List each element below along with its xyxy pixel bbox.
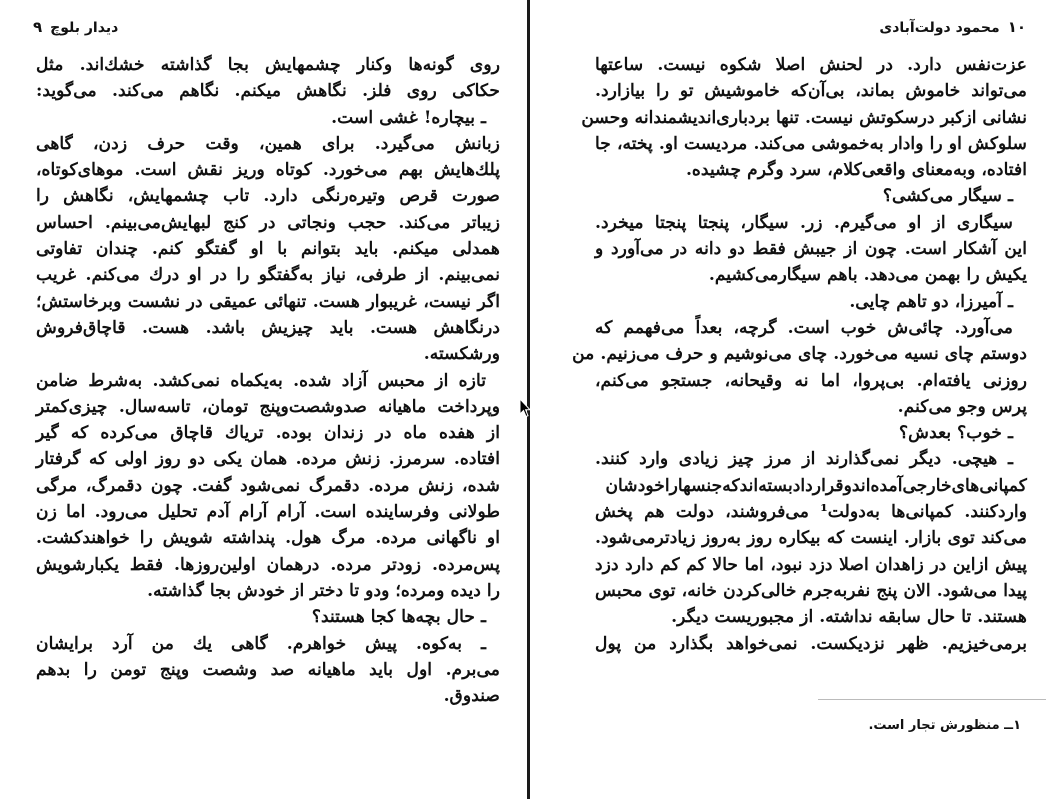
text-line: پرس وجو می‌کنم. — [897, 396, 1027, 417]
text-line: شده، زنش مرده. دقمرگ نمی‌شود گفت. چون دقمرگ، مرگی — [36, 475, 500, 496]
text-line: نشانی ازکبر درسکوتش نیست. تنها بردباری‌اندیشمندانه وحسن — [581, 107, 1027, 128]
text-line: نمی‌بینم. از طرفی، نیاز به‌گفتگو را در او درك می‌کنم. غریب — [36, 265, 500, 286]
left-page-header — [33, 18, 493, 36]
text-line: زیباتر می‌کند. حجب ونجاتی در کنج لبهایش‌می‌بینم. احساس — [36, 212, 500, 233]
text-line: او ناگهانی مرده. مرگ هول. پنداشته شویش را خواهندکشت. — [36, 528, 500, 549]
text-line: عزت‌نفس دارد. در لحنش اصلا شکوه نیست. ساعتها — [595, 55, 1027, 75]
text-line: سلوکش او را وادار به‌خموشی می‌کند. مردیست او. پخته، جا — [595, 133, 1027, 154]
dialog-line: ـ به‌کوه. پیش خواهرم. گاهی یك من آرد برایشان — [36, 633, 486, 654]
left-running-title: دیدار بلوچ — [50, 20, 119, 36]
text-line: برمی‌خیزیم. ظهر نزدیکست. نمی‌خواهد بگذارد من پول — [595, 633, 1027, 654]
text-line: افتاده. سرمرز. زنش مرده. همان یکی دو روز اولی که گرفتار — [36, 449, 500, 470]
footnote: ۱ــ منظورش تجار است. — [868, 718, 1021, 733]
right-body-text — [572, 52, 1028, 657]
text-line: از هفده ماه در زندان بوده. تریاك قاچاق می‌کرده که گیر — [36, 423, 500, 444]
right-page-number: ۱۰ — [1007, 18, 1026, 36]
text-line: می‌برم. اول باید ماهیانه صد وشصت وپنج تومن را بدهم — [36, 659, 500, 680]
left-page-number: ۹ — [33, 18, 43, 36]
text-line: پیدا می‌شود. الان پنج نفربه‌جرم خالی‌کردن خانه، توی محبس — [595, 580, 1027, 601]
dialog-line: ـ هیچی. دیگر نمی‌گذارند از مرز چیز زیادی وارد کنند. — [595, 449, 1013, 470]
text-line: می‌آورد. چائی‌ش خوب است. گرچه، بعداً می‌فهمم که — [595, 317, 1013, 338]
text-line: واردکنند. کمپانی‌ها به‌دولت¹ می‌فروشند، دولت هم پخش — [595, 502, 1028, 523]
text-line: افتاده، وبه‌معنای واقعی‌کلام، سرد وگرم چشیده. — [685, 160, 1027, 181]
text-line: پس‌مرده. زودتر مرده. درهمان اولین‌روزها. فقط یکبارشویش — [36, 554, 500, 575]
text-line: پلك‌هایش بهم می‌خورد. کوتاه وریز نقش است. موهای‌کوتاه، — [36, 160, 500, 181]
text-line: طولانی وفرساینده است. آرام آرام آدم تحلیل می‌رود. اما زن — [36, 502, 500, 523]
text-line: کمپانی‌های‌خارجی‌آمده‌اندوقراردادبسته‌اندکه‌جنسهارا‌خودشان — [605, 475, 1027, 496]
text-line: وپرداخت ماهیانه صدوشصت‌وپنج تومان، تاسه‌سال. چیزی‌کمتر — [36, 396, 500, 417]
text-line: می‌تواند خاموش بماند، بی‌آن‌که خاموشیش تو را بیازارد. — [595, 81, 1027, 102]
text-line: هستند. تا حال سابقه نداشته. از مجبوریست دیگر. — [671, 607, 1027, 628]
dialog-line: ـ بیچاره! غشی است. — [331, 107, 486, 128]
dialog-line: ـ خوب؟ بعدش؟ — [898, 423, 1013, 444]
dialog-line: ـ سیگار می‌کشی؟ — [882, 186, 1013, 207]
text-line: می‌کند توی بازار. اینست که بیکاره روز به‌روز زیادترمی‌شود. — [595, 528, 1027, 549]
text-line: تازه از محبس آزاد شده. به‌یکماه نمی‌کشد. به‌شرط ضامن — [36, 370, 486, 391]
text-line: درنگاهش هست. باید چیزیش باشد. هست. قاچاق‌فروش — [36, 317, 500, 338]
mouse-pointer-icon — [519, 398, 531, 418]
text-line: صورت قرص وتیره‌رنگی دارد. تاب چشمهایش، نگاهش را — [36, 186, 500, 207]
right-page-header — [551, 18, 1026, 36]
dialog-line: ـ حال بچه‌ها کجا هستند؟ — [311, 607, 486, 628]
dialog-line: ـ آمیرزا، دو تاهم چایی. — [849, 291, 1013, 312]
text-line: روزنی یافته‌ام. بی‌پروا، اما نه وقیحانه، جستجو می‌کنم، — [595, 370, 1027, 391]
text-line: حکاکی روی فلز. نگاهش میکنم. نگاهم می‌کند. می‌گوید: — [36, 81, 500, 102]
right-page — [531, 0, 1063, 799]
text-line: همدلی میکنم. باید بتوانم با او گفتگو کنم. چندان تفاوتی — [36, 239, 500, 260]
text-line: این آشکار است. چون از جیبش فقط دو دانه در می‌آورد و — [595, 239, 1027, 260]
text-line: دوستم چای نسیه می‌خورد. چای می‌نوشیم و حرف می‌زنیم. من — [572, 344, 1027, 365]
text-line: اگر نیست، غریبوار هست. تنهائی عمیقی در نشست وبرخاستش؛ — [36, 291, 500, 312]
text-line: زبانش می‌گیرد. برای همین، وقت حرف زدن، گاهی — [36, 133, 500, 154]
left-body-text — [36, 52, 500, 709]
footnote-divider — [818, 699, 1046, 700]
left-page — [0, 0, 527, 799]
right-running-title: محمود دولت‌آبادی — [879, 20, 1000, 36]
text-line: ورشکسته. — [423, 344, 500, 365]
text-line: یکیش را بهمن می‌دهد. باهم سیگارمی‌کشیم. — [708, 265, 1027, 286]
text-line: پیش ازاین در زاهدان اصلا دزد نبود، اما حالا کم کم دارد دزد — [595, 554, 1027, 575]
text-line: صندوق. — [443, 686, 500, 707]
text-line: سیگاری از او می‌گیرم. زر. سیگار، پنجتا پنجتا میخرد. — [595, 212, 1013, 233]
text-line: روی گونه‌ها وکنار چشمهایش بجا گذاشته خشك‌اند. مثل — [36, 55, 500, 75]
text-line: را دیده ومرده؛ ودو تا دختر از خودش بجا گذاشته. — [147, 580, 500, 601]
